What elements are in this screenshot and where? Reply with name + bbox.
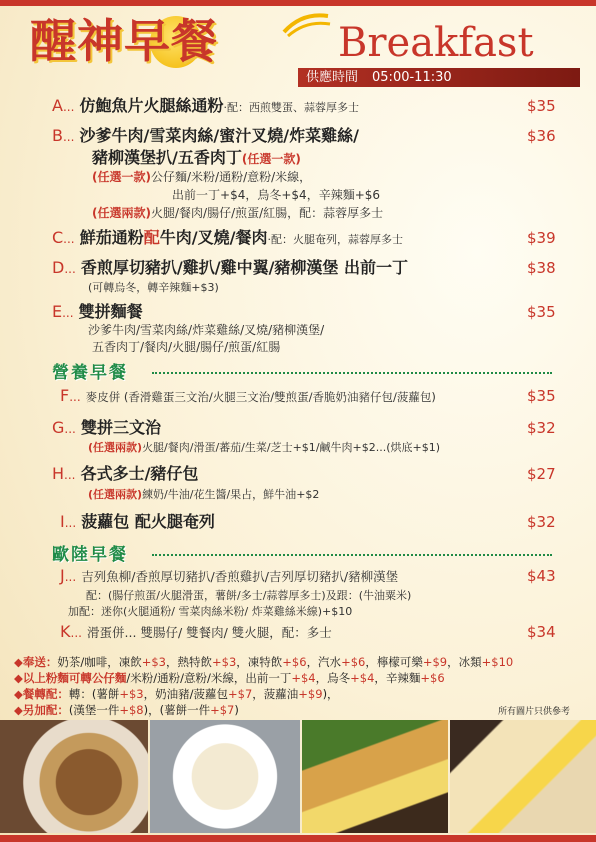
photo-sandwich <box>450 720 596 833</box>
photo-beef-noodles <box>0 720 148 833</box>
item-price: $38 <box>527 259 556 277</box>
item-price: $35 <box>527 97 556 115</box>
menu-item-e-sub2: 五香肉丁/餐肉/火腿/腸仔/煎蛋/紅腸 <box>92 340 281 354</box>
item-price: $27 <box>527 465 556 483</box>
hours-value: 05:00-11:30 <box>372 70 452 85</box>
item-note: ‧配：西煎雙蛋、蒜蓉厚多士 <box>223 101 360 114</box>
menu-item-b-line5: (任選兩款)火腿/餐肉/腸仔/煎蛋/紅腸，配：蒜蓉厚多士 <box>92 206 384 220</box>
item-price: $32 <box>527 513 556 531</box>
menu-item-j-sub1: 配：(腸仔煎蛋/火腿滑蛋，薯餅/多士/蒜蓉厚多士)及跟：(牛油粟米) <box>86 589 412 602</box>
menu-item-g-sub: (任選兩款)火腿/餐肉/滑蛋/蕃茄/生菜/芝士+$1/鹹牛肉+$2...(烘底+$1) <box>88 441 441 454</box>
menu-item-e: E... 雙拼麵餐 <box>52 302 143 321</box>
menu-item-j-sub2: 加配：迷你(火腿通粉/ 雪菜肉絲米粉/ 炸菜雞絲米線)+$10 <box>68 605 353 618</box>
page-title-en: Breakfast <box>338 20 534 66</box>
photo-breakfast-set <box>302 720 448 833</box>
menu-item-d: D... 香煎厚切豬扒/雞扒/雞中翼/豬柳漢堡 出前一丁 <box>52 258 408 277</box>
menu-item-f: F... 麥皮併 (香滑雞蛋三文治/火腿三文治/雙煎蛋/香脆奶油豬仔包/菠蘿包) <box>60 386 436 405</box>
top-border <box>0 0 596 6</box>
menu-item-b-line4: 出前一丁+$4，烏冬+$4，辛辣麵+$6 <box>172 188 381 202</box>
swirl-decoration-icon <box>282 10 332 38</box>
menu-item-d-sub: (可轉烏冬，轉辛辣麵+$3) <box>88 281 219 294</box>
section-divider <box>152 554 552 556</box>
bottom-border <box>0 835 596 842</box>
section-title-nutrition: 營養早餐 <box>52 363 128 383</box>
footer-note-drinks: ◆奉送：奶茶/咖啡，凍飲+$3，熱特飲+$3，凍特飲+$6，汽水+$6，檸檬可樂+$9，冰類+$10 <box>14 655 514 669</box>
menu-item-e-sub1: 沙爹牛肉/雪菜肉絲/炸菜雞絲/叉燒/豬柳漢堡/ <box>88 323 325 337</box>
service-hours <box>298 68 580 87</box>
footer-note-swap: ◆餐轉配：轉：(薯餅+$3，奶油豬/菠蘿包+$7，菠蘿油+$9)， <box>14 687 339 701</box>
section-title-western: 歐陸早餐 <box>52 545 128 565</box>
photo-macaroni <box>150 720 300 833</box>
item-price: $39 <box>527 229 556 247</box>
menu-item-g: G... 雙拼三文治 <box>52 418 161 437</box>
item-price: $43 <box>527 567 556 585</box>
menu-item-j: J... 吉列魚柳/香煎厚切豬扒/香煎雞扒/吉列厚切豬扒/豬柳漢堡 <box>60 566 399 585</box>
menu-item-b-line3: (任選一款)公仔麵/米粉/通粉/意粉/米線， <box>92 170 312 184</box>
item-price: $32 <box>527 419 556 437</box>
item-price: $34 <box>527 623 556 641</box>
menu-item-b-line2: 豬柳漢堡扒/五香肉丁(任選一款) <box>92 148 301 167</box>
menu-item-k: K... 滑蛋併... 雙腸仔/ 雙餐肉/ 雙火腿，配：多士 <box>60 622 332 641</box>
menu-item-a: A... 仿鮑魚片火腿絲通粉‧配：西煎雙蛋、蒜蓉厚多士 <box>52 96 360 115</box>
footer-note-noodles: ◆以上粉麵可轉公仔麵/米粉/通粉/意粉/米線，出前一丁+$4，烏冬+$4，辛辣麵+$6 <box>14 671 445 685</box>
page-title: 醒神早餐 <box>30 14 218 68</box>
image-disclaimer: 所有圖片只供參考 <box>498 707 571 717</box>
hours-label: 供應時間 <box>306 70 359 85</box>
menu-item-c: C... 鮮茄通粉配牛肉/叉燒/餐肉‧配：火腿奄列，蒜蓉厚多士 <box>52 228 403 247</box>
menu-item-b: B... 沙爹牛肉/雪菜肉絲/蜜汁叉燒/炸菜雞絲/ <box>52 126 359 145</box>
menu-item-h: H... 各式多士/豬仔包 <box>52 464 199 483</box>
footer-note-extra: ◆另加配：(漢堡一件+$8)，(薯餅一件+$7) <box>14 703 239 717</box>
item-price: $35 <box>527 303 556 321</box>
item-name: 沙爹牛肉/雪菜肉絲/蜜汁叉燒/炸菜雞絲/ <box>79 126 359 145</box>
menu-item-i: I... 菠蘿包 配火腿奄列 <box>60 512 215 531</box>
menu-item-h-sub: (任選兩款)練奶/牛油/花生醬/果占，鮮牛油+$2 <box>88 488 320 501</box>
item-name: 仿鮑魚片火腿絲通粉 <box>79 96 224 115</box>
item-price: $35 <box>527 387 556 405</box>
section-divider <box>152 372 552 374</box>
item-price: $36 <box>527 127 556 145</box>
